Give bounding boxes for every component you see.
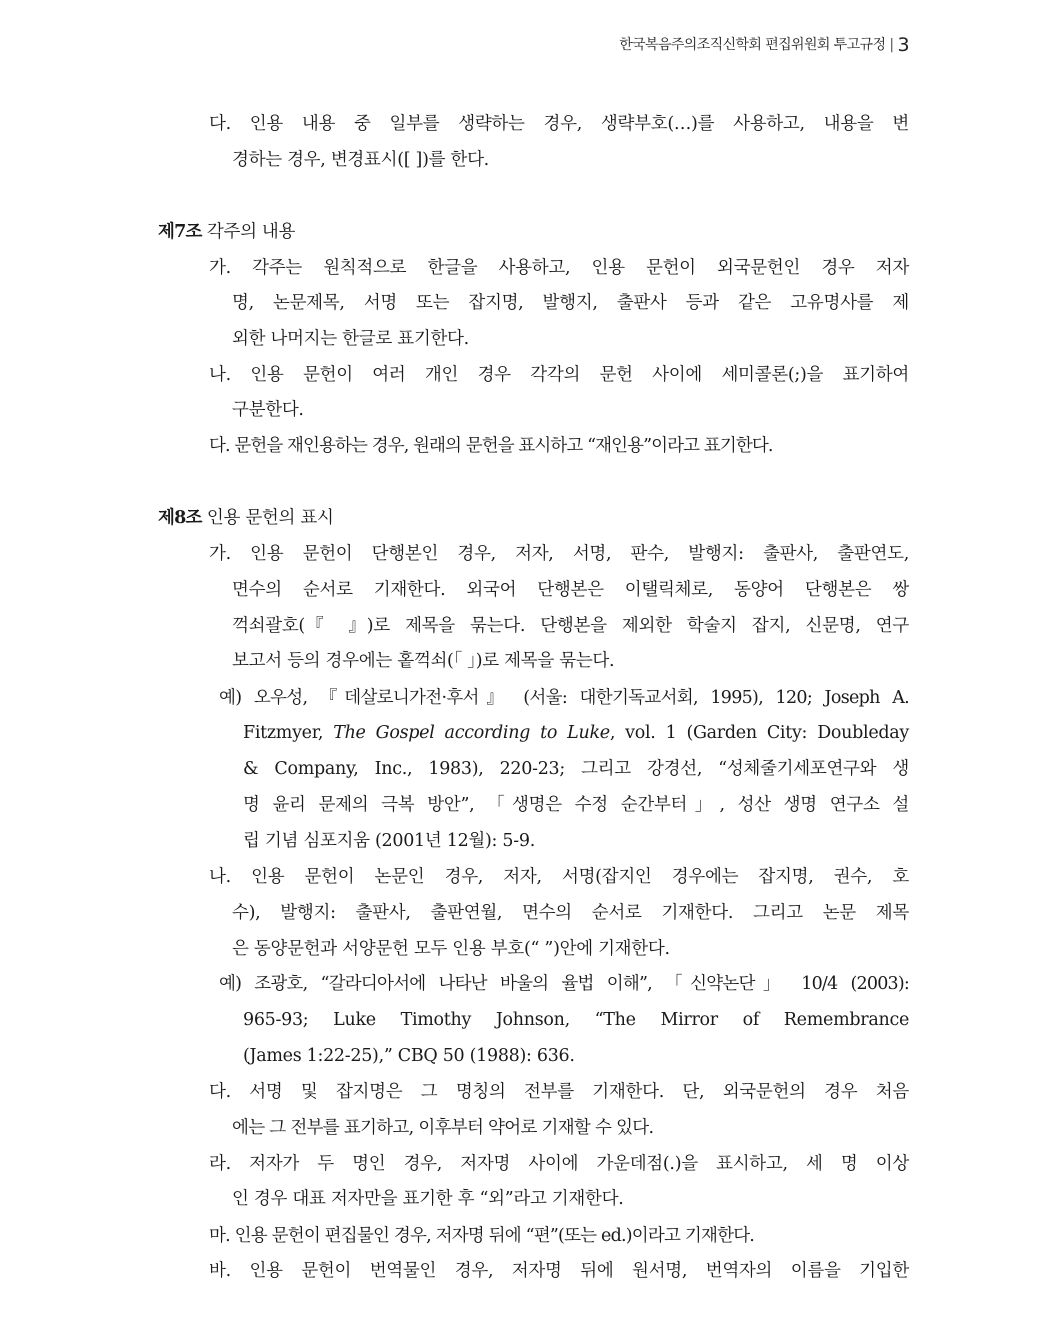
- text-line: 구분한다.: [232, 400, 304, 420]
- text-line: 인 경우 대표 저자만을 표기한 후 “외”라고 기재한다.: [232, 1189, 624, 1209]
- text-line: 다. 문헌을 재인용하는 경우, 원래의 문헌을 표시하고 “재인용”이라고 표기한다.: [209, 436, 773, 456]
- example-line: 명 윤리 문제의 극복 방안”, 「생명은 수정 순간부터」, 성산 생명 연구소 설: [243, 795, 909, 815]
- example-line: 립 기념 심포지움 (2001년 12월): 5-9.: [243, 831, 535, 851]
- article-title: 인용 문헌의 표시: [206, 508, 334, 528]
- text-line: 에는 그 전부를 표기하고, 이후부터 약어로 기재할 수 있다.: [232, 1118, 654, 1138]
- header-separator: |: [889, 37, 894, 53]
- page-number: 3: [897, 34, 909, 56]
- text-line: 명, 논문제목, 서명 또는 잡지명, 발행지, 출판사 등과 같은 고유명사를 제: [232, 293, 909, 313]
- article-7-heading: [158, 220, 295, 244]
- article-8-heading: [158, 506, 334, 530]
- example-line: & Company, Inc., 1983), 220-23; 그리고 강경선, “성체줄기세포연구와 생: [243, 759, 909, 779]
- text-line: 마. 인용 문헌이 편집물인 경우, 저자명 뒤에 “편”(또는 ed.)이라고 기재한다.: [209, 1226, 755, 1246]
- text-line: 라. 저자가 두 명인 경우, 저자명 사이에 가운데점(.)을 표시하고, 세 명 이상: [209, 1154, 909, 1174]
- example-line: 예) 오우성, 『데살로니가전·후서』 (서울: 대한기독교서회, 1995), 120; Joseph A.: [219, 688, 909, 708]
- example-line-fitzmyer: [243, 721, 909, 745]
- book-title: The Gospel according to Luke: [333, 723, 610, 743]
- citation-author: Fitzmyer,: [243, 723, 334, 743]
- text-line: 경하는 경우, 변경표시([ ])를 한다.: [232, 150, 489, 170]
- text-line: 수), 발행지: 출판사, 출판연월, 면수의 순서로 기재한다. 그리고 논문 제목: [232, 903, 909, 923]
- text-line: 나. 인용 문헌이 여러 개인 경우 각각의 문헌 사이에 세미콜론(;)을 표기하여: [209, 365, 909, 385]
- text-line: 바. 인용 문헌이 번역물인 경우, 저자명 뒤에 원서명, 번역자의 이름을 기입한: [209, 1261, 909, 1281]
- text-line: 가. 인용 문헌이 단행본인 경우, 저자, 서명, 판수, 발행지: 출판사, 출판연도,: [209, 544, 909, 564]
- article-label: 제8조: [158, 508, 202, 528]
- example-line: (James 1:22-25),” CBQ 50 (1988): 636.: [243, 1046, 575, 1066]
- text-line: 가. 각주는 원칙적으로 한글을 사용하고, 인용 문헌이 외국문헌인 경우 저자: [209, 258, 909, 278]
- text-line: 은 동양문헌과 서양문헌 모두 인용 부호(“ ”)안에 기재한다.: [232, 939, 670, 959]
- running-header: [619, 34, 909, 56]
- text-line: 외한 나머지는 한글로 표기한다.: [232, 329, 469, 349]
- text-line: 다. 서명 및 잡지명은 그 명칭의 전부를 기재한다. 단, 외국문헌의 경우 처음: [209, 1082, 909, 1102]
- text-line: 다. 인용 내용 중 일부를 생략하는 경우, 생략부호(…)를 사용하고, 내용을 변: [209, 114, 909, 134]
- text-line: 꺽쇠괄호(『 』)로 제목을 묶는다. 단행본을 제외한 학술지 잡지, 신문명, 연구: [232, 616, 909, 636]
- example-line: 965-93; Luke Timothy Johnson, “The Mirror of Remembrance: [243, 1010, 909, 1030]
- example-line: 예) 조광호, “갈라디아서에 나타난 바울의 율법 이해”, 「신약논단」 10/4 (2003):: [219, 974, 909, 994]
- text-line: 면수의 순서로 기재한다. 외국어 단행본은 이탤릭체로, 동양어 단행본은 쌍: [232, 580, 909, 600]
- header-title: 한국복음주의조직신학회 편집위원회 투고규정: [619, 37, 886, 53]
- article-title: 각주의 내용: [206, 222, 296, 242]
- text-line: 보고서 등의 경우에는 홑꺽쇠(「 」)로 제목을 묶는다.: [232, 651, 615, 671]
- citation-detail: , vol. 1 (Garden City: Doubleday: [609, 723, 910, 743]
- text-line: 나. 인용 문헌이 논문인 경우, 저자, 서명(잡지인 경우에는 잡지명, 권수, 호: [209, 867, 909, 887]
- article-label: 제7조: [158, 222, 202, 242]
